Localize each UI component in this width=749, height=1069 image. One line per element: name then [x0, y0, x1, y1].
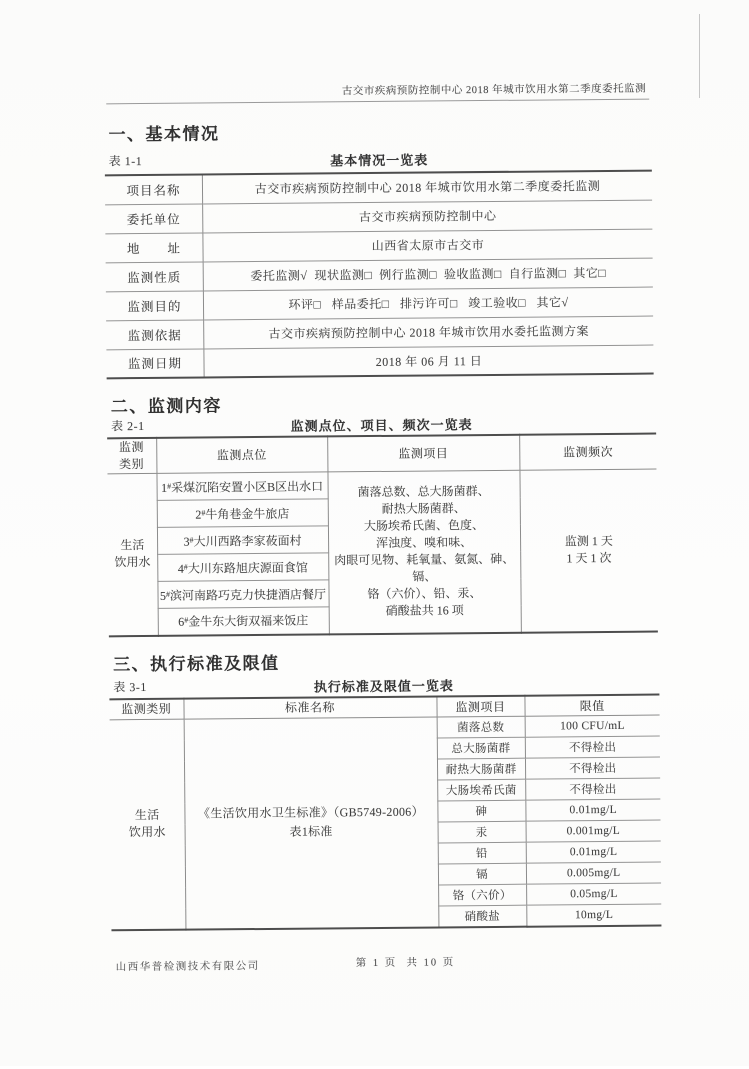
- row-label: 监测性质: [106, 261, 204, 291]
- standard-line1: 《生活饮用水卫生标准》（GB5749-2006）: [197, 804, 424, 821]
- col-header-item: 监测项目: [436, 696, 524, 717]
- items-line: 肉眼可见物、耗氧量、氨氮、砷、镉、: [334, 552, 515, 584]
- col-header-items: 监测项目: [327, 435, 519, 472]
- limit-cell: 不得检出: [525, 736, 660, 758]
- row-value: 古交市疾病预防控制中心 2018 年城市饮用水委托监测方案: [204, 316, 654, 349]
- site-mark: #: [189, 535, 194, 545]
- col-header-site: 监测点位: [156, 436, 327, 473]
- site-no: 3: [183, 534, 190, 549]
- row-value-checkboxes: 委托监测√ 现状监测□ 例行监测□ 验收监测□ 自行监测□ 其它□: [203, 258, 653, 291]
- table3-caption: 执行标准及限值一览表: [313, 678, 454, 695]
- row-value-checkboxes: 环评□ 样品委托□ 排污许可□ 竣工验收□ 其它√: [203, 287, 653, 320]
- items-line: 菌落总数、总大肠菌群、: [357, 484, 490, 500]
- row-label: 委托单位: [105, 203, 203, 233]
- item-cell: 铬（六价）: [438, 884, 526, 906]
- site-cell: [158, 607, 329, 635]
- table3-label: 表 3-1: [113, 679, 147, 695]
- site-name: 滨河南路巧克力快捷酒店餐厅: [169, 586, 327, 603]
- table-row: [106, 316, 653, 350]
- category-line1: 生活: [120, 538, 145, 553]
- limit-cell: 不得检出: [525, 778, 660, 800]
- table-row: [105, 229, 652, 263]
- footer-company: 山西华普检测技术有限公司: [115, 961, 260, 974]
- limit-cell: 10mg/L: [574, 908, 614, 922]
- item-cell: 菌落总数: [437, 716, 525, 738]
- row-label: 地 址: [105, 232, 203, 262]
- col-header-category: 监测类别: [109, 699, 183, 720]
- row-value: 山西省太原市古交市: [203, 229, 653, 262]
- site-no: 2: [195, 507, 202, 522]
- table1-caption: 基本情况一览表: [330, 152, 429, 169]
- category-cell: [107, 473, 157, 635]
- item-cell: 耐热大肠菌群: [437, 758, 525, 780]
- site-no: 1: [161, 480, 168, 495]
- footer-page-number: 第 1 页 共 10 页: [355, 957, 456, 970]
- running-header: 古交市疾病预防控制中心 2018 年城市饮用水第二季度委托监测: [341, 83, 647, 98]
- site-name: 牛角巷金牛旅店: [205, 506, 290, 521]
- col-header-standard: 标准名称: [183, 696, 436, 719]
- limit-cell: 0.05mg/L: [526, 883, 661, 905]
- col-header-frequency: 监测频次: [519, 434, 656, 471]
- col-header-category: [107, 438, 156, 474]
- site-mark: #: [165, 589, 171, 599]
- site-no: 6: [178, 614, 185, 629]
- section2-title: 二、监测内容: [110, 396, 222, 417]
- header-row: [107, 434, 656, 474]
- items-line: 浑浊度、嗅和味、: [376, 535, 473, 551]
- items-line: 耐热大肠菌群、: [381, 501, 466, 517]
- site-cell: [157, 580, 328, 608]
- site-name: 大川西路李家莜面村: [193, 533, 302, 549]
- standard-cell: [184, 717, 439, 929]
- site-name: 金牛东大街双福来饭庄: [188, 613, 309, 629]
- table1-label: 表 1-1: [108, 154, 143, 169]
- monitoring-content-table: [107, 433, 658, 637]
- table-row: [106, 287, 653, 321]
- site-cell: [157, 499, 328, 527]
- table3-caption-row: [111, 674, 656, 697]
- row-value: 古交市疾病预防控制中心 2018 年城市饮用水第二季度委托监测: [202, 171, 652, 204]
- standards-limits-table: [109, 694, 661, 931]
- limit-cell: 0.01mg/L: [526, 841, 661, 863]
- items-cell: [327, 470, 520, 634]
- row-value: 2018 年 06 月 11 日: [375, 353, 483, 369]
- items-line: 硝酸盐共 16 项: [385, 603, 464, 619]
- site-cell: [157, 553, 328, 581]
- limit-cell: 0.005mg/L: [526, 862, 661, 884]
- row-label: 监测依据: [106, 319, 204, 349]
- section3-title: 三、执行标准及限值: [113, 653, 280, 675]
- row-label: 监测目的: [106, 290, 204, 320]
- frequency-line: 1 天 1 次: [566, 551, 612, 566]
- site-no: 4: [177, 561, 184, 576]
- category-line2: 饮用水: [114, 555, 151, 570]
- table-row: [105, 171, 652, 205]
- item-cell: 镉: [438, 863, 526, 885]
- site-no: 5: [159, 588, 167, 603]
- table-row: [106, 345, 653, 379]
- site-mark: #: [184, 615, 189, 625]
- item-cell: 大肠埃希氏菌: [437, 779, 525, 801]
- item-cell: 硝酸盐: [438, 905, 526, 927]
- basic-info-table: [105, 170, 654, 380]
- limit-cell: 0.001mg/L: [526, 820, 661, 842]
- category-line2: 饮用水: [128, 825, 166, 840]
- items-line: 铬（六价）、铅、汞、: [367, 586, 482, 602]
- col-header-category-line1: 监测: [118, 440, 145, 455]
- site-cell: [157, 526, 328, 554]
- site-name: 大川东路旭庆源面食馆: [187, 560, 308, 576]
- site-mark: #: [201, 507, 206, 518]
- category-cell: [110, 719, 186, 930]
- col-header-category-line2: 类别: [119, 457, 145, 472]
- row-label: 项目名称: [105, 174, 203, 204]
- table1-caption-row: [107, 148, 652, 171]
- item-cell: 总大肠菌群: [437, 737, 525, 759]
- section1-title: 一、基本情况: [108, 124, 220, 145]
- site-name: 采煤沉陷安置小区B区出水口: [171, 478, 324, 495]
- standard-line2: 表1标准: [289, 824, 333, 840]
- site-row: [107, 469, 656, 501]
- frequency-cell: [519, 469, 657, 632]
- item-cell: 汞: [438, 821, 526, 843]
- limit-cell: 100 CFU/mL: [525, 715, 660, 737]
- limit-cell: 不得检出: [525, 757, 660, 779]
- frequency-line: 监测 1 天: [564, 534, 613, 549]
- site-mark: #: [183, 562, 188, 572]
- row-label: 监测日期: [106, 348, 204, 378]
- row-value: 古交市疾病预防控制中心: [203, 200, 653, 233]
- item-cell: 铅: [438, 842, 526, 864]
- category-line1: 生活: [134, 808, 160, 823]
- table-row: [105, 200, 652, 234]
- site-cell: [156, 472, 327, 500]
- item-cell: 砷: [437, 800, 525, 822]
- table2-caption: 监测点位、项目、频次一览表: [290, 417, 473, 434]
- table2-label: 表 2-1: [110, 419, 145, 434]
- site-mark: #: [167, 481, 172, 491]
- items-line: 大肠埃希氏菌、色度、: [363, 518, 484, 534]
- limit-cell: 0.01mg/L: [525, 799, 660, 821]
- table2-caption-row: [109, 413, 654, 436]
- table-row: [106, 258, 653, 292]
- col-header-limit: 限值: [524, 695, 659, 717]
